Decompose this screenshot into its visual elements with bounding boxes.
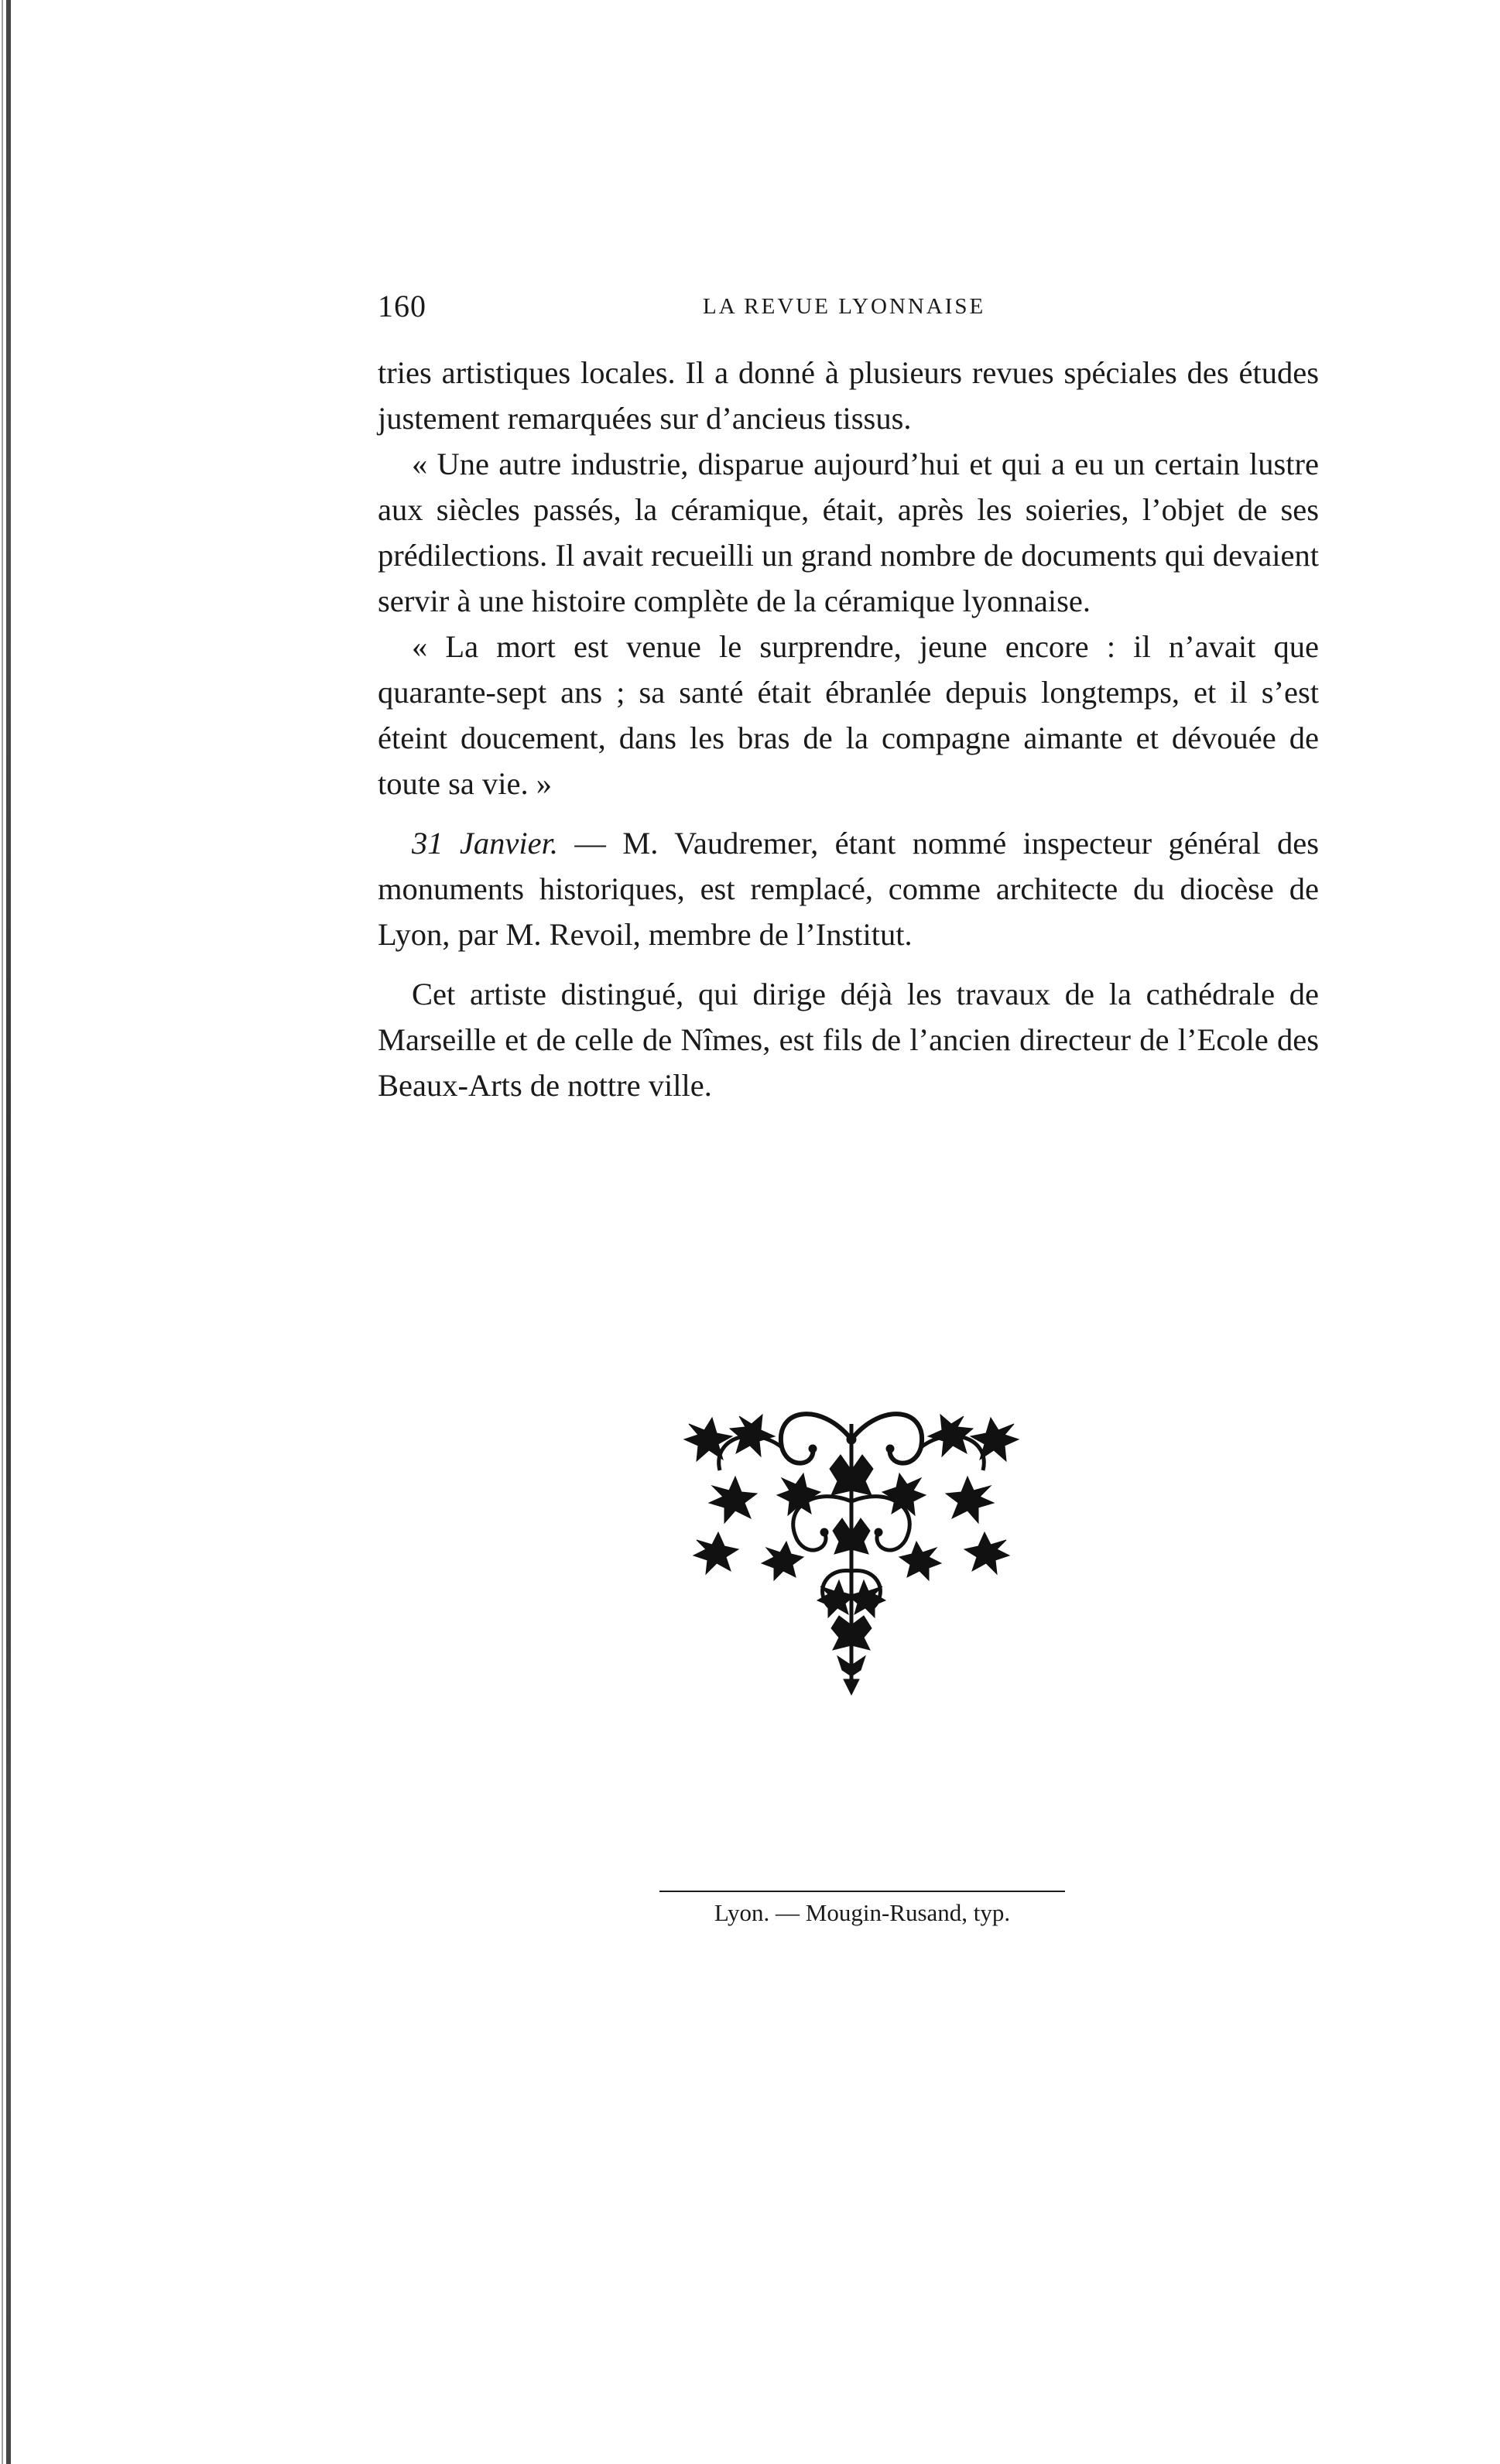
running-head — [378, 288, 1319, 334]
entry-text: — M. Vaudremer, étant nommé inspecteur général des monuments historiques, est remplacé, comme architecte du diocèse de Lyon, par M. Revoil, membre de l’Institut. — [378, 826, 1320, 952]
scan-edge — [6, 0, 11, 2464]
imprint-rule — [659, 1891, 1065, 1892]
paragraph-death: « La mort est venue le surprendre, jeune encore : il n’avait que quarante-sept ans ; sa santé était ébranlée depuis longtemps, et il s’est éteint doucement, dans les bras de la compagne aimante et dévouée de toute sa vie. » — [378, 629, 1319, 801]
paragraph-continuation: tries artistiques locales. Il a donné à plusieurs revues spéciales des études justement remarquées sur d’ancieus tissus. — [378, 355, 1319, 436]
paragraph-ceramics: « Une autre industrie, disparue aujourd’hui et qui a eu un certain lustre aux siècles passés, la céramique, était, après les soieries, l’objet de ses prédilections. Il avait recueilli un grand nombre de documents qui devaient servir à une histoire complète de la céramique lyonnaise. — [378, 447, 1319, 618]
body-text — [378, 350, 1319, 1108]
page-number: 160 — [378, 289, 426, 323]
entry-date: 31 Janvier. — [412, 826, 558, 861]
imprint: Lyon. — Mougin-Rusand, typ. — [714, 1899, 1011, 1926]
running-title: LA REVUE LYONNAISE — [703, 294, 986, 319]
paragraph-closing: Cet artiste distingué, qui dirige déjà les travaux de la cathédrale de Marseille et de celle de Nîmes, est fils de l’ancien directeur de l’Ecole des Beaux-Arts de nottre ville. — [378, 977, 1319, 1103]
entry-paragraph — [378, 820, 1319, 957]
floral-vignette-icon — [666, 1393, 1037, 1703]
scan-edge-thin — [2, 0, 3, 2464]
